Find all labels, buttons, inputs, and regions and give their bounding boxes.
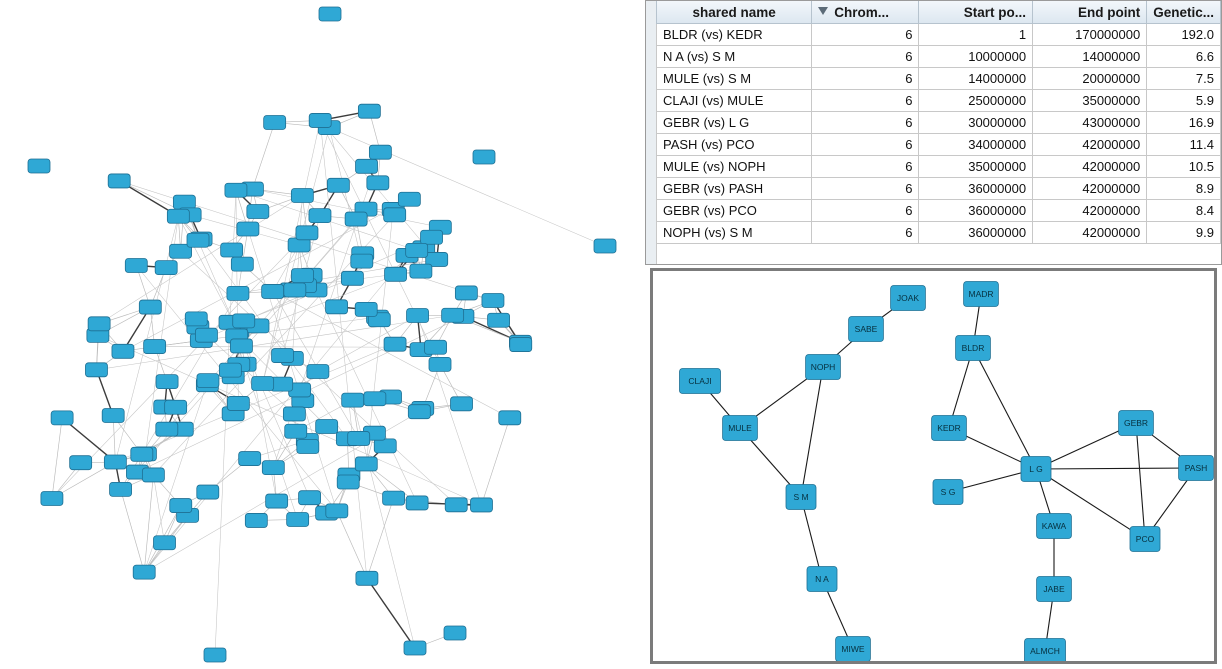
graph-node[interactable] xyxy=(384,208,406,222)
graph-node[interactable] xyxy=(342,393,364,407)
graph-node[interactable] xyxy=(421,230,443,244)
graph-node[interactable] xyxy=(345,212,367,226)
graph-node[interactable] xyxy=(102,409,124,423)
cell-chromosome[interactable]: 6 xyxy=(812,46,919,68)
graph-node[interactable] xyxy=(227,286,249,300)
cell-genetic[interactable]: 10.5 xyxy=(1147,156,1221,178)
graph-node[interactable] xyxy=(51,411,73,425)
table-row[interactable] xyxy=(657,90,1221,112)
cell-genetic[interactable]: 9.9 xyxy=(1147,222,1221,244)
graph-node-mule[interactable] xyxy=(723,416,758,441)
graph-node-label: KEDR xyxy=(937,422,961,433)
graph-node[interactable] xyxy=(488,313,510,327)
graph-node[interactable] xyxy=(112,344,134,358)
graph-node-label: MADR xyxy=(968,288,994,299)
graph-node[interactable] xyxy=(406,496,428,510)
graph-node[interactable] xyxy=(356,159,378,173)
graph-node[interactable] xyxy=(110,482,132,496)
graph-node[interactable] xyxy=(262,284,284,298)
cell-start-point[interactable]: 34000000 xyxy=(919,134,1033,156)
table-row[interactable] xyxy=(657,112,1221,134)
graph-node[interactable] xyxy=(28,159,50,173)
cell-end-point[interactable]: 14000000 xyxy=(1033,46,1147,68)
graph-node-label: SABE xyxy=(854,323,878,334)
graph-node[interactable] xyxy=(444,626,466,640)
cell-shared-name[interactable]: CLAJI (vs) MULE xyxy=(657,90,812,112)
graph-node[interactable] xyxy=(154,536,176,550)
graph-node[interactable] xyxy=(227,396,249,410)
graph-node[interactable] xyxy=(155,261,177,275)
cell-start-point[interactable]: 14000000 xyxy=(919,68,1033,90)
graph-node[interactable] xyxy=(284,283,306,297)
cell-start-point[interactable]: 36000000 xyxy=(919,222,1033,244)
graph-node[interactable] xyxy=(245,513,267,527)
graph-node[interactable] xyxy=(358,104,380,118)
graph-node[interactable] xyxy=(264,115,286,129)
graph-node[interactable] xyxy=(351,254,373,268)
graph-node[interactable] xyxy=(237,222,259,236)
results-table-panel[interactable] xyxy=(645,0,1222,265)
cell-genetic[interactable]: 192.0 xyxy=(1147,24,1221,46)
graph-node[interactable] xyxy=(307,365,329,379)
graph-edge xyxy=(801,367,823,497)
graph-node[interactable] xyxy=(197,485,219,499)
cell-end-point[interactable]: 42000000 xyxy=(1033,156,1147,178)
cell-shared-name[interactable]: N A (vs) S M xyxy=(657,46,812,68)
column-header-genetic[interactable] xyxy=(1147,1,1221,24)
column-header-end-point[interactable] xyxy=(1033,1,1147,24)
cell-start-point[interactable]: 1 xyxy=(919,24,1033,46)
cell-end-point[interactable]: 43000000 xyxy=(1033,112,1147,134)
cell-chromosome[interactable]: 6 xyxy=(812,156,919,178)
graph-node[interactable] xyxy=(406,243,428,257)
graph-node[interactable] xyxy=(125,259,147,273)
cell-start-point[interactable]: 36000000 xyxy=(919,178,1033,200)
cell-shared-name[interactable]: NOPH (vs) S M xyxy=(657,222,812,244)
cell-genetic[interactable]: 11.4 xyxy=(1147,134,1221,156)
cell-end-point[interactable]: 35000000 xyxy=(1033,90,1147,112)
cell-shared-name[interactable]: MULE (vs) NOPH xyxy=(657,156,812,178)
graph-node[interactable] xyxy=(442,308,464,322)
graph-node[interactable] xyxy=(499,411,521,425)
graph-node-label: MULE xyxy=(728,422,752,433)
cell-chromosome[interactable]: 6 xyxy=(812,222,919,244)
column-header-start-point[interactable] xyxy=(919,1,1033,24)
graph-node[interactable] xyxy=(41,492,63,506)
graph-node[interactable] xyxy=(144,340,166,354)
cell-chromosome[interactable]: 6 xyxy=(812,90,919,112)
graph-node[interactable] xyxy=(170,499,192,513)
graph-node[interactable] xyxy=(408,405,430,419)
filter-icon[interactable] xyxy=(818,7,828,15)
graph-node[interactable] xyxy=(341,271,363,285)
graph-node[interactable] xyxy=(167,209,189,223)
graph-node[interactable] xyxy=(291,188,313,202)
table-scroll-area[interactable] xyxy=(656,1,1221,264)
graph-node-pash[interactable] xyxy=(1179,456,1214,481)
graph-node[interactable] xyxy=(404,641,426,655)
graph-node[interactable] xyxy=(221,243,243,257)
table-body[interactable] xyxy=(657,24,1221,244)
cell-shared-name[interactable]: GEBR (vs) L G xyxy=(657,112,812,134)
cell-start-point[interactable]: 35000000 xyxy=(919,156,1033,178)
graph-node[interactable] xyxy=(231,257,253,271)
graph-node[interactable] xyxy=(355,302,377,316)
cell-genetic[interactable]: 8.9 xyxy=(1147,178,1221,200)
graph-node[interactable] xyxy=(287,512,309,526)
graph-node-label: GEBR xyxy=(1123,417,1149,428)
graph-node-label: MIWE xyxy=(841,643,865,654)
cell-genetic[interactable]: 5.9 xyxy=(1147,90,1221,112)
cell-genetic[interactable]: 6.6 xyxy=(1147,46,1221,68)
graph-node-label: KAWA xyxy=(1041,520,1067,531)
graph-node-label: S M xyxy=(793,491,809,502)
graph-node-label: JOAK xyxy=(896,292,920,303)
sub-network-panel[interactable] xyxy=(650,268,1217,664)
table-row[interactable] xyxy=(657,68,1221,90)
graph-node[interactable] xyxy=(364,392,386,406)
graph-node-label: PASH xyxy=(1184,462,1208,473)
graph-node[interactable] xyxy=(385,267,407,281)
column-header-chromosome-label: Chrom... xyxy=(834,4,890,20)
cell-end-point[interactable]: 170000000 xyxy=(1033,24,1147,46)
cell-chromosome[interactable]: 6 xyxy=(812,68,919,90)
graph-node[interactable] xyxy=(187,233,209,247)
graph-node-sabe[interactable] xyxy=(849,317,884,342)
graph-node[interactable] xyxy=(266,494,288,508)
graph-node[interactable] xyxy=(348,431,370,445)
graph-node-label: NOPH xyxy=(810,361,836,372)
graph-node-joak[interactable] xyxy=(891,286,926,311)
graph-node[interactable] xyxy=(283,407,305,421)
graph-node[interactable] xyxy=(85,363,107,377)
cell-chromosome[interactable]: 6 xyxy=(812,134,919,156)
graph-node[interactable] xyxy=(104,455,126,469)
graph-node[interactable] xyxy=(156,375,178,389)
table-row[interactable] xyxy=(657,222,1221,244)
graph-node[interactable] xyxy=(337,475,359,489)
graph-node-almch[interactable] xyxy=(1025,639,1066,662)
graph-node[interactable] xyxy=(285,424,307,438)
graph-node[interactable] xyxy=(482,293,504,307)
graph-node[interactable] xyxy=(131,447,153,461)
graph-node[interactable] xyxy=(247,205,269,219)
graph-node[interactable] xyxy=(239,452,261,466)
cell-end-point[interactable]: 42000000 xyxy=(1033,222,1147,244)
cell-genetic[interactable]: 16.9 xyxy=(1147,112,1221,134)
cell-start-point[interactable]: 36000000 xyxy=(919,200,1033,222)
cell-shared-name[interactable]: MULE (vs) S M xyxy=(657,68,812,90)
graph-node[interactable] xyxy=(594,239,616,253)
graph-node[interactable] xyxy=(197,374,219,388)
table-header xyxy=(657,1,1221,24)
cell-genetic[interactable]: 7.5 xyxy=(1147,68,1221,90)
cell-end-point[interactable]: 42000000 xyxy=(1033,134,1147,156)
graph-node[interactable] xyxy=(296,226,318,240)
graph-node[interactable] xyxy=(316,419,338,433)
graph-node[interactable] xyxy=(195,328,217,342)
column-header-start-point-label: Start po... xyxy=(963,4,1027,20)
graph-node-label: S G xyxy=(940,486,956,497)
graph-node[interactable] xyxy=(473,150,495,164)
graph-node[interactable] xyxy=(230,339,252,353)
table-row[interactable] xyxy=(657,46,1221,68)
table-header-row xyxy=(657,1,1221,24)
graph-node[interactable] xyxy=(326,504,348,518)
graph-node[interactable] xyxy=(88,317,110,331)
graph-edge xyxy=(1136,423,1145,539)
graph-node-jabe[interactable] xyxy=(1037,577,1072,602)
cell-end-point[interactable]: 42000000 xyxy=(1033,200,1147,222)
graph-node-label: JABE xyxy=(1043,583,1065,594)
graph-node[interactable] xyxy=(173,195,195,209)
graph-node[interactable] xyxy=(262,461,284,475)
graph-node[interactable] xyxy=(252,377,274,391)
graph-node[interactable] xyxy=(139,300,161,314)
graph-edge xyxy=(973,348,1036,469)
cell-chromosome[interactable]: 6 xyxy=(812,112,919,134)
graph-node[interactable] xyxy=(165,400,187,414)
cell-start-point[interactable]: 10000000 xyxy=(919,46,1033,68)
graph-node-pco[interactable] xyxy=(1130,527,1160,552)
table-row[interactable] xyxy=(657,156,1221,178)
graph-node[interactable] xyxy=(309,209,331,223)
graph-node-madr[interactable] xyxy=(964,282,999,307)
graph-node-label: N A xyxy=(815,573,829,584)
graph-node[interactable] xyxy=(309,113,331,127)
graph-node[interactable] xyxy=(133,565,155,579)
graph-node-label: ALMCH xyxy=(1030,645,1060,656)
graph-node[interactable] xyxy=(156,422,178,436)
graph-node-miwe[interactable] xyxy=(836,637,871,662)
graph-node[interactable] xyxy=(369,145,391,159)
graph-node-s-g[interactable] xyxy=(933,480,963,505)
cell-shared-name[interactable]: BLDR (vs) KEDR xyxy=(657,24,812,46)
column-header-shared-name-label: shared name xyxy=(692,4,776,20)
column-header-end-point-label: End point xyxy=(1077,4,1141,20)
graph-node-label: PCO xyxy=(1135,533,1155,544)
graph-node[interactable] xyxy=(451,397,473,411)
cell-end-point[interactable]: 20000000 xyxy=(1033,68,1147,90)
graph-node[interactable] xyxy=(455,286,477,300)
cell-end-point[interactable]: 42000000 xyxy=(1033,178,1147,200)
graph-node[interactable] xyxy=(233,314,255,328)
graph-node-gebr[interactable] xyxy=(1119,411,1154,436)
cell-start-point[interactable]: 25000000 xyxy=(919,90,1033,112)
cell-start-point[interactable]: 30000000 xyxy=(919,112,1033,134)
graph-node[interactable] xyxy=(272,349,294,363)
graph-node-l-g[interactable] xyxy=(1021,457,1051,482)
cell-chromosome[interactable]: 6 xyxy=(812,200,919,222)
graph-node[interactable] xyxy=(219,363,241,377)
graph-node-label: L G xyxy=(1029,463,1043,474)
graph-node[interactable] xyxy=(356,571,378,585)
graph-node-bldr[interactable] xyxy=(956,336,991,361)
graph-node-noph[interactable] xyxy=(806,355,841,380)
graph-node[interactable] xyxy=(374,439,396,453)
graph-node[interactable] xyxy=(327,178,349,192)
graph-node[interactable] xyxy=(355,457,377,471)
graph-node[interactable] xyxy=(225,183,247,197)
graph-node[interactable] xyxy=(384,337,406,351)
cell-chromosome[interactable]: 6 xyxy=(812,178,919,200)
graph-node-claji[interactable] xyxy=(680,369,721,394)
graph-node[interactable] xyxy=(204,648,226,662)
graph-node[interactable] xyxy=(299,491,321,505)
sub-network-graph[interactable] xyxy=(653,271,1214,661)
graph-node-kedr[interactable] xyxy=(932,416,967,441)
graph-node[interactable] xyxy=(185,312,207,326)
cell-shared-name[interactable]: PASH (vs) PCO xyxy=(657,134,812,156)
graph-node[interactable] xyxy=(297,439,319,453)
column-header-genetic-label: Genetic... xyxy=(1153,4,1214,20)
column-header-shared-name[interactable] xyxy=(657,1,812,24)
graph-node[interactable] xyxy=(326,300,348,314)
graph-node[interactable] xyxy=(445,498,467,512)
graph-node[interactable] xyxy=(470,498,492,512)
graph-node[interactable] xyxy=(70,456,92,470)
graph-node[interactable] xyxy=(407,309,429,323)
graph-node-label: BLDR xyxy=(961,342,985,353)
graph-node[interactable] xyxy=(429,357,451,371)
graph-edge xyxy=(1036,468,1196,469)
table-row[interactable] xyxy=(657,134,1221,156)
column-header-chromosome[interactable] xyxy=(812,1,919,24)
graph-node[interactable] xyxy=(410,264,432,278)
graph-node[interactable] xyxy=(319,7,341,21)
graph-node[interactable] xyxy=(108,174,130,188)
graph-node[interactable] xyxy=(383,491,405,505)
table-row[interactable] xyxy=(657,24,1221,46)
graph-node-kawa[interactable] xyxy=(1037,514,1072,539)
graph-node[interactable] xyxy=(367,176,389,190)
cell-chromosome[interactable]: 6 xyxy=(812,24,919,46)
graph-node[interactable] xyxy=(425,340,447,354)
graph-node-label: CLAJI xyxy=(688,375,712,386)
graph-node-s-m[interactable] xyxy=(786,485,816,510)
graph-node[interactable] xyxy=(510,338,532,352)
results-table[interactable] xyxy=(656,1,1221,244)
cell-shared-name[interactable]: GEBR (vs) PASH xyxy=(657,178,812,200)
cell-shared-name[interactable]: GEBR (vs) PCO xyxy=(657,200,812,222)
table-row[interactable] xyxy=(657,200,1221,222)
graph-node[interactable] xyxy=(398,192,420,206)
graph-node-n-a[interactable] xyxy=(807,567,837,592)
graph-node[interactable] xyxy=(142,468,164,482)
graph-node[interactable] xyxy=(291,269,313,283)
cell-genetic[interactable]: 8.4 xyxy=(1147,200,1221,222)
table-row[interactable] xyxy=(657,178,1221,200)
